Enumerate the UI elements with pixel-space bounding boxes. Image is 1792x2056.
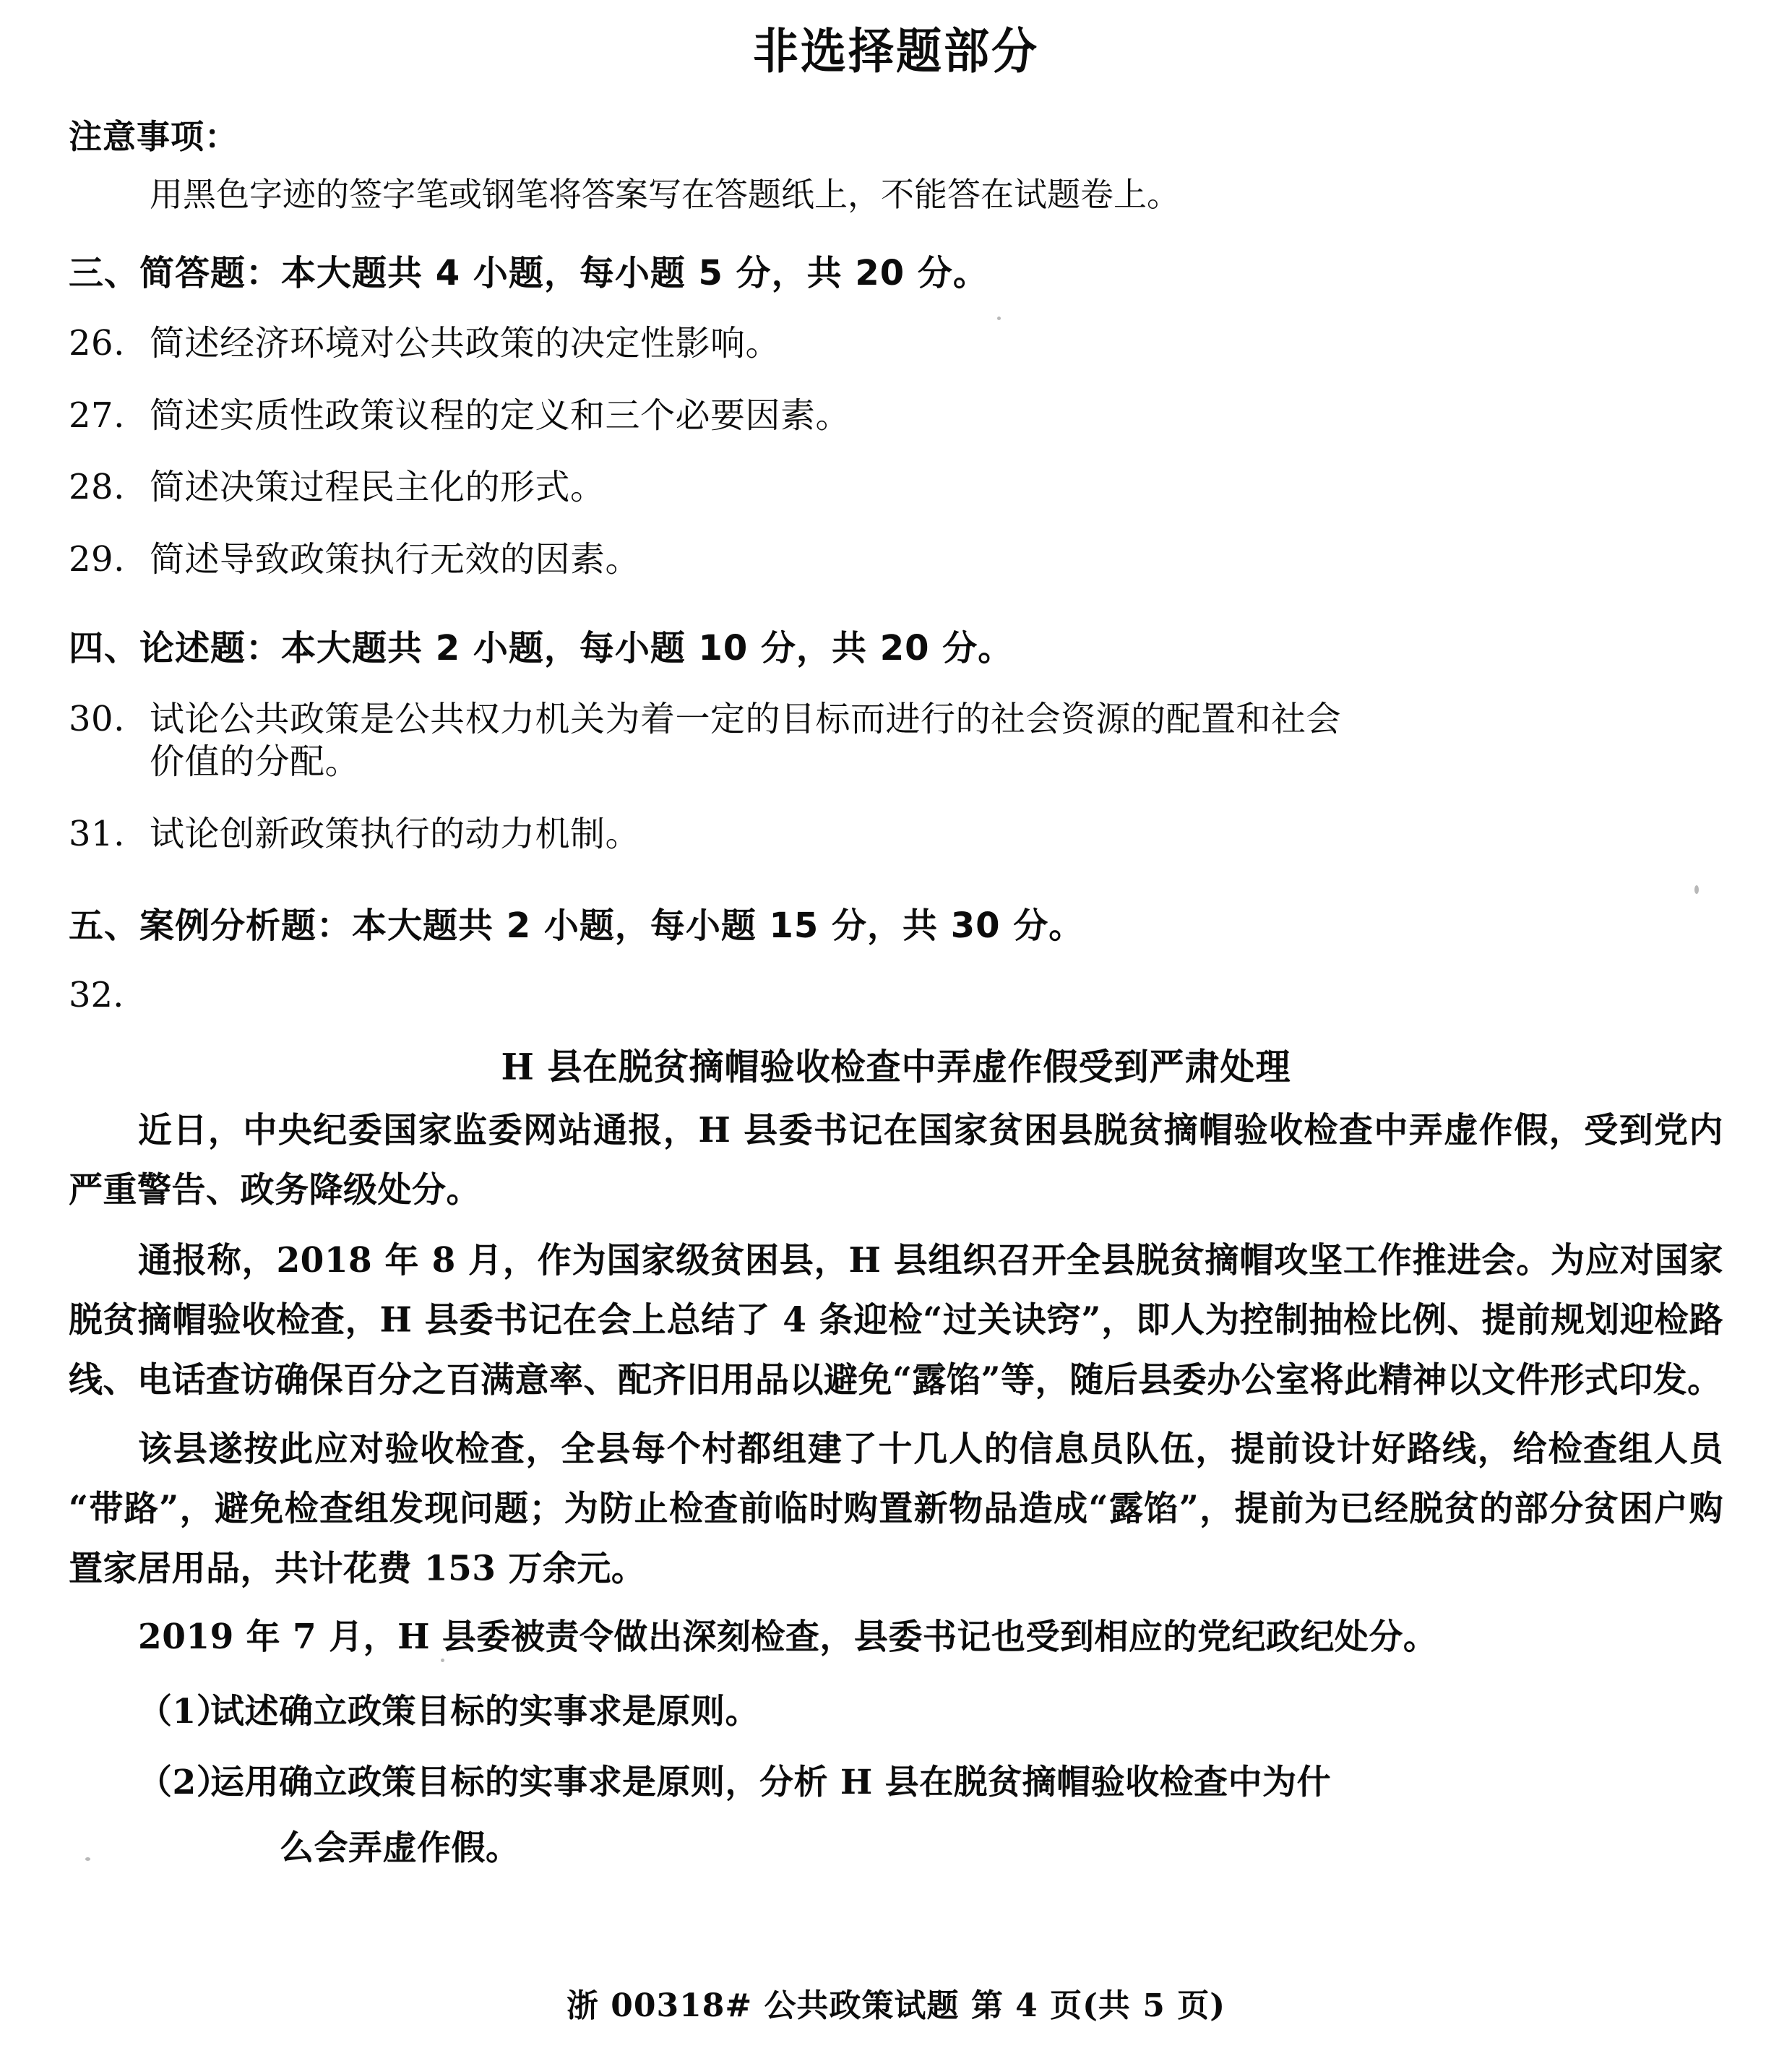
- notes-label: 注意事项：: [69, 117, 238, 156]
- page-footer: 浙 00318# 公共政策试题 第 4 页(共 5 页): [566, 1987, 1226, 2024]
- question-number: 26.: [69, 323, 125, 364]
- sub-question-text: [210, 1758, 1723, 1874]
- sub-question-text: 试述确立政策目标的实事求是原则。: [210, 1691, 759, 1732]
- sub-question-number: （1）: [138, 1691, 231, 1732]
- question-text: [150, 698, 1723, 784]
- question-26: [69, 322, 1723, 366]
- page-title: 非选择题部分: [753, 23, 1039, 80]
- sub-question-text-line2: 么会弄虚作假。: [280, 1828, 520, 1868]
- section-heading-four: 四、论述题：本大题共 2 小题，每小题 10 分，共 20 分。: [69, 628, 1014, 669]
- sub-question-text-line1: 运用确立政策目标的实事求是原则，分析 H 县在脱贫摘帽验收检查中为什: [210, 1763, 1332, 1803]
- scan-speck: [1694, 885, 1699, 894]
- question-text: 简述实质性政策议程的定义和三个必要因素。: [150, 395, 851, 436]
- case-paragraph-3: 该县遂按此应对验收检查，全县每个村都组建了十几人的信息员队伍，提前设计好路线，给检查组人员“带路”，避免检查组发现问题；为防止检查前临时购置新物品造成“露馅”，提前为已经脱贫的部分贫困户购置家居用品，共计花费 153 万余元。: [69, 1428, 1723, 1588]
- notes-block: [69, 118, 1723, 215]
- case-sub-question-2: [69, 1758, 1723, 1874]
- question-text: 简述导致政策执行无效的因素。: [150, 538, 641, 580]
- question-text: 试论创新政策执行的动力机制。: [150, 813, 641, 854]
- question-number: 28.: [69, 467, 125, 508]
- scan-speck: [997, 317, 1001, 320]
- question-32-number: 32.: [69, 975, 124, 1016]
- question-text: 简述决策过程民主化的形式。: [150, 467, 606, 508]
- question-number: 31.: [69, 813, 125, 854]
- question-number: 30.: [69, 698, 125, 739]
- question-31: [69, 813, 1723, 856]
- case-sub-question-1: [69, 1687, 1723, 1738]
- question-29: [69, 538, 1723, 582]
- section-heading-three: 三、简答题：本大题共 4 小题，每小题 5 分，共 20 分。: [69, 253, 988, 294]
- case-paragraph-1: 近日，中央纪委国家监委网站通报，H 县委书记在国家贫困县脱贫摘帽验收检查中弄虚作假，受到党内严重警告、政务降级处分。: [69, 1110, 1723, 1211]
- question-text-line1: 试论公共政策是公共权力机关为着一定的目标而进行的社会资源的配置和社会: [150, 698, 1342, 739]
- question-27: [69, 395, 1723, 438]
- question-number: 29.: [69, 538, 125, 580]
- case-paragraph-4: 2019 年 7 月，H 县委被责令做出深刻检查，县委书记也受到相应的党纪政纪处分。: [138, 1617, 1438, 1658]
- sub-question-number: （2）: [138, 1763, 231, 1803]
- question-number: 27.: [69, 395, 125, 436]
- question-text-line2: 价值的分配。: [150, 741, 361, 783]
- case-study-title: H 县在脱贫摘帽验收检查中弄虚作假受到严肃处理: [501, 1046, 1291, 1088]
- notes-text: 用黑色字迹的签字笔或钢笔将答案写在答题纸上，不能答在试题卷上。: [150, 174, 1180, 214]
- question-text: 简述经济环境对公共政策的决定性影响。: [150, 323, 781, 364]
- case-paragraph-2: 通报称，2018 年 8 月，作为国家级贫困县，H 县组织召开全县脱贫摘帽攻坚工作推进会。为应对国家脱贫摘帽验收检查，H 县委书记在会上总结了 4 条迎检“过关诀窍”，即人为控制抽检比例、提前规划迎检路线、电话查访确保百分之百满意率、配齐旧用品以避免“露馅”等，随后县委办公室将此精神以文件形式印发。: [69, 1240, 1723, 1401]
- section-heading-five: 五、案例分析题：本大题共 2 小题，每小题 15 分，共 30 分。: [69, 906, 1085, 947]
- question-28: [69, 466, 1723, 509]
- question-30: [69, 698, 1723, 784]
